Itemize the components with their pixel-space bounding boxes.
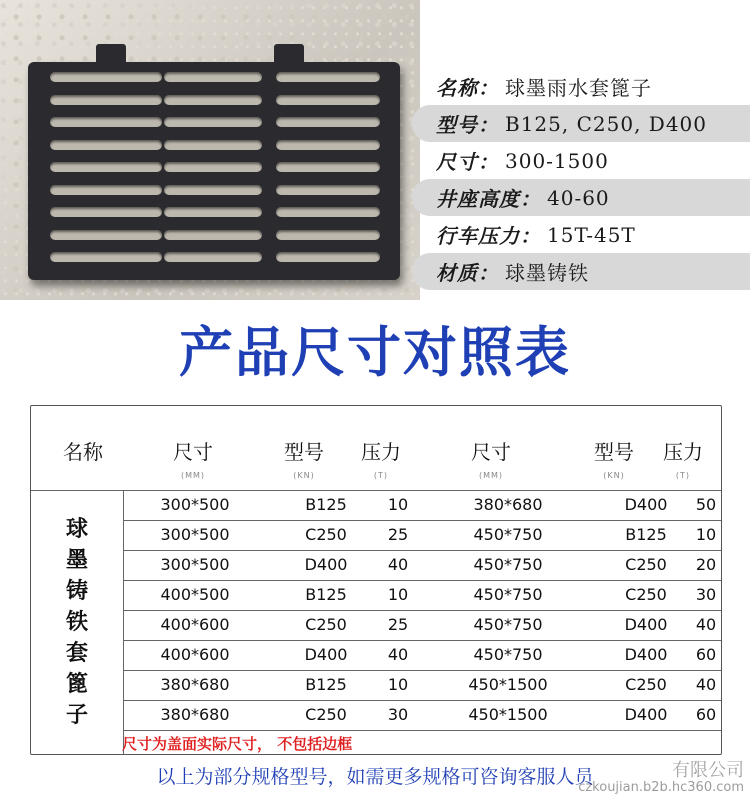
cell-size-1: 300*500 [160, 525, 230, 544]
table-row [123, 520, 721, 551]
cell-size-1: 400*600 [160, 645, 230, 664]
cell-pressure-2: 50 [695, 495, 717, 514]
cell-model-2: D400 [624, 615, 668, 634]
table-row [123, 490, 721, 521]
spec-value: 40-60 [547, 185, 610, 210]
cell-size-2: 450*750 [473, 615, 543, 634]
cell-size-1: 380*680 [160, 705, 230, 724]
grate-slot [164, 117, 262, 127]
watermark-text: 有限公司 [672, 760, 744, 781]
header-size-2: 尺寸 (MM) [471, 440, 511, 480]
cell-model-1: B125 [305, 495, 347, 514]
cell-pressure-1: 40 [387, 645, 409, 664]
cell-size-1: 300*500 [160, 555, 230, 574]
cell-size-1: 400*500 [160, 585, 230, 604]
cell-model-2: C250 [625, 585, 667, 604]
cell-pressure-2: 30 [695, 585, 717, 604]
grate-slot [164, 252, 262, 262]
cell-pressure-2: 60 [695, 705, 717, 724]
cell-model-2: D400 [624, 705, 668, 724]
grate-slot [276, 162, 380, 172]
cell-model-2: D400 [624, 645, 668, 664]
product-name-char: 铸 [65, 578, 88, 604]
grate-slot [276, 140, 380, 150]
grate-slot [50, 117, 162, 127]
grate-slot [276, 185, 380, 195]
cell-pressure-2: 40 [695, 675, 717, 694]
product-name-cell [31, 490, 124, 754]
header-name: 名称 [63, 440, 103, 464]
grate-slot [164, 95, 262, 105]
cell-size-1: 400*600 [160, 615, 230, 634]
cell-model-2: C250 [625, 555, 667, 574]
grate-slot [50, 230, 162, 240]
grate-slot [164, 140, 262, 150]
cell-size-1: 300*500 [160, 495, 230, 514]
cell-size-2: 450*750 [473, 555, 543, 574]
page-title: 产品尺寸对照表 [179, 321, 571, 384]
grate-slot [276, 72, 380, 82]
spec-value: 球墨铸铁 [505, 261, 589, 285]
watermark-url: czkoujian.b2b.hc360.com [578, 780, 744, 795]
spec-key: 材质： [436, 261, 499, 285]
cell-pressure-1: 40 [387, 555, 409, 574]
cell-model-1: B125 [305, 675, 347, 694]
cell-model-2: D400 [624, 495, 668, 514]
grate-slot [276, 207, 380, 217]
cell-pressure-1: 10 [387, 495, 409, 514]
cell-pressure-2: 10 [695, 525, 717, 544]
cell-pressure-1: 25 [387, 615, 409, 634]
grate-slot [50, 207, 162, 217]
spec-row-pressure [420, 216, 750, 253]
grate-slot [164, 162, 262, 172]
grate-slot [50, 140, 162, 150]
grate-slot [276, 252, 380, 262]
cell-pressure-1: 25 [387, 525, 409, 544]
cell-pressure-2: 40 [695, 615, 717, 634]
cell-model-2: B125 [625, 525, 667, 544]
spec-row-size [420, 142, 750, 179]
size-note: 尺寸为盖面实际尺寸， 不包括边框 [122, 735, 353, 753]
grate-slot [164, 72, 262, 82]
header-model-2: 型号 (KN) [594, 440, 634, 480]
cell-size-2: 450*750 [473, 525, 543, 544]
header-pressure-2: 压力 (T) [663, 440, 703, 480]
grate-slot [276, 117, 380, 127]
cell-size-1: 380*680 [160, 675, 230, 694]
product-name-char: 篦 [65, 671, 88, 697]
header-model-1: 型号 (KN) [284, 440, 324, 480]
cell-pressure-1: 10 [387, 675, 409, 694]
size-table [30, 405, 722, 755]
spec-value: 300-1500 [505, 148, 609, 173]
cell-pressure-2: 20 [695, 555, 717, 574]
product-name-char: 子 [65, 702, 88, 728]
product-photo [0, 0, 420, 300]
table-row [123, 700, 721, 731]
cell-size-2: 450*750 [473, 585, 543, 604]
cell-size-2: 380*680 [473, 495, 543, 514]
header-size-1: 尺寸 (MM) [173, 440, 213, 480]
cell-model-1: C250 [305, 615, 347, 634]
spec-row-name [420, 68, 750, 105]
spec-key: 型号： [436, 113, 499, 137]
cell-size-2: 450*1500 [468, 705, 548, 724]
grate-slot [164, 185, 262, 195]
table-row [123, 580, 721, 611]
cell-size-2: 450*750 [473, 645, 543, 664]
spec-value: 球墨雨水套篦子 [505, 76, 652, 100]
cell-pressure-2: 60 [695, 645, 717, 664]
product-name-char: 套 [65, 640, 88, 666]
product-name-char: 球 [65, 516, 88, 542]
cell-model-1: D400 [304, 555, 348, 574]
cell-model-1: C250 [305, 525, 347, 544]
grate-slot [164, 230, 262, 240]
cell-model-1: B125 [305, 585, 347, 604]
table-header [31, 406, 721, 491]
spec-key: 名称： [436, 76, 499, 100]
table-row [123, 550, 721, 581]
grate-slot [50, 185, 162, 195]
spec-list [420, 68, 750, 290]
grate-slot [50, 72, 162, 82]
grate-slot [50, 95, 162, 105]
spec-key: 行车压力： [436, 224, 541, 248]
product-name-char: 铁 [65, 609, 88, 635]
grate-slot [50, 252, 162, 262]
cell-pressure-1: 30 [387, 705, 409, 724]
grate-slot [276, 230, 380, 240]
table-row [123, 610, 721, 641]
spec-row-material [412, 253, 750, 290]
cell-pressure-1: 10 [387, 585, 409, 604]
grate-slot [164, 207, 262, 217]
header-pressure-1: 压力 (T) [361, 440, 401, 480]
spec-value: 15T-45T [547, 222, 636, 247]
grate-cover-image [28, 62, 400, 280]
spec-row-model [412, 105, 750, 142]
cell-model-1: C250 [305, 705, 347, 724]
cell-size-2: 450*1500 [468, 675, 548, 694]
spec-row-height [412, 179, 750, 216]
cell-model-2: C250 [625, 675, 667, 694]
table-row [123, 670, 721, 701]
cell-model-1: D400 [304, 645, 348, 664]
spec-value: B125, C250, D400 [505, 111, 707, 136]
table-row [123, 640, 721, 671]
grate-slot [50, 162, 162, 172]
grate-slot [276, 95, 380, 105]
product-name-char: 墨 [65, 547, 88, 573]
spec-key: 井座高度： [436, 187, 541, 211]
spec-key: 尺寸： [436, 150, 499, 174]
footer-text: 以上为部分规格型号，如需更多规格可咨询客服人员 [156, 766, 594, 788]
